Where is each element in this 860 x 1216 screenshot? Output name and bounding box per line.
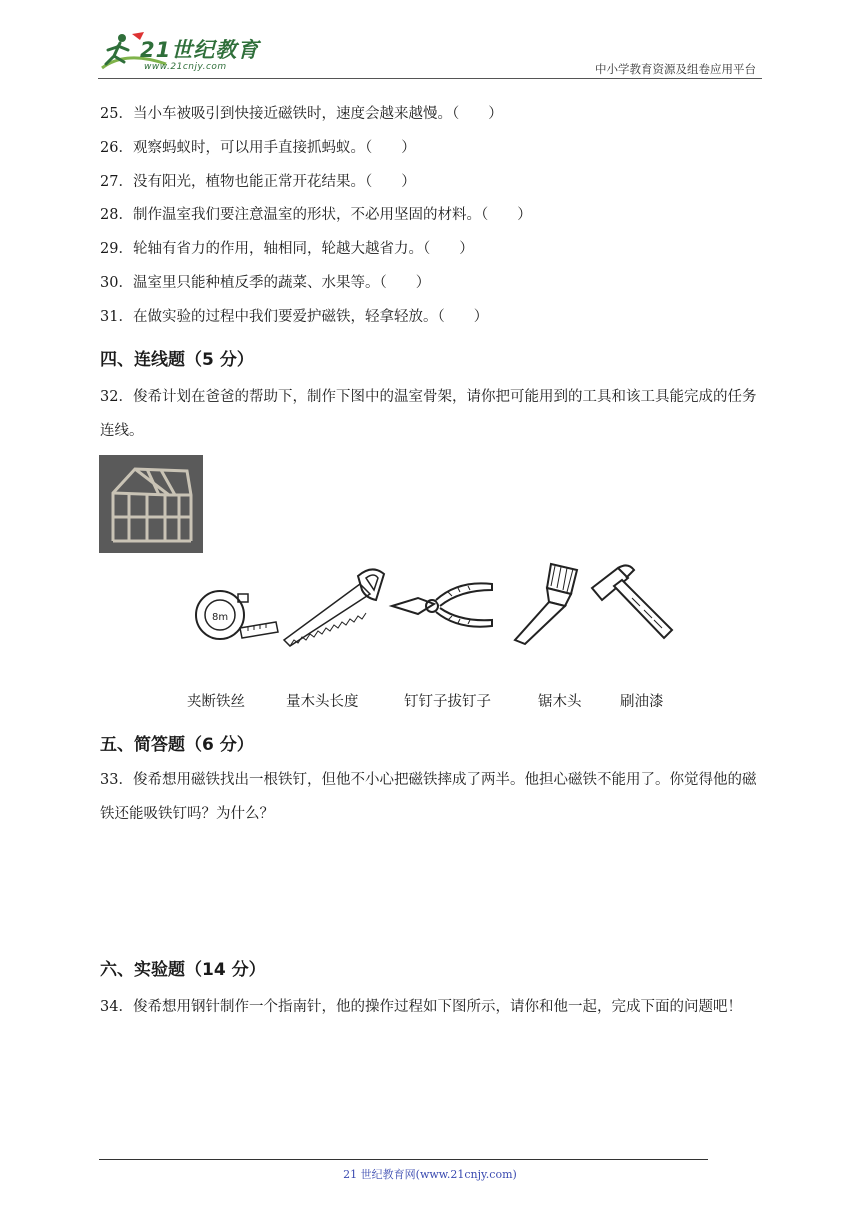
question-30: 30．温室里只能种植反季的蔬菜、水果等。（ ） (100, 275, 431, 291)
task-measure-wood: 量木头长度 (286, 694, 359, 710)
pliers-icon (388, 560, 498, 650)
header-divider (98, 78, 762, 79)
question-28: 28．制作温室我们要注意温室的形状，不必用坚固的材料。（ ） (100, 207, 532, 223)
question-32: 32．俊希计划在爸爸的帮助下，制作下图中的温室骨架，请你把可能用到的工具和该工具能完成的任务连线。 (100, 389, 757, 439)
task-nail: 钉钉子拔钉子 (404, 694, 491, 710)
hammer-icon (588, 560, 678, 650)
saw-icon (280, 560, 390, 650)
task-paint: 刷油漆 (620, 694, 664, 710)
section-5-title: 五、简答题（6 分） (100, 735, 254, 755)
svg-text:8m: 8m (212, 612, 229, 623)
question-29: 29．轮轴有省力的作用，轴相同，轮越大越省力。（ ） (100, 241, 474, 257)
question-26: 26．观察蚂蚁时，可以用手直接抓蚂蚁。（ ） (100, 140, 416, 156)
tape-measure-icon (190, 560, 280, 650)
question-34: 34．俊希想用钢针制作一个指南针，他的操作过程如下图所示，请你和他一起，完成下面的问题吧！ (100, 999, 742, 1015)
task-cut-wire: 夹断铁丝 (187, 694, 245, 710)
header-platform-text: 中小学教育资源及组卷应用平台 (595, 62, 756, 76)
logo-title: 21世纪教育 (140, 38, 260, 62)
task-saw-wood: 锯木头 (538, 694, 582, 710)
question-27: 27．没有阳光，植物也能正常开花结果。（ ） (100, 174, 416, 190)
question-31: 31．在做实验的过程中我们要爱护磁铁，轻拿轻放。（ ） (100, 309, 489, 325)
question-25: 25．当小车被吸引到快接近磁铁时，速度会越来越慢。（ ） (100, 106, 503, 122)
logo-url: www.21cnjy.com (144, 62, 227, 72)
greenhouse-frame-photo (99, 455, 203, 553)
footer-text: 21 世纪教育网(www.21cnjy.com) (343, 1168, 517, 1181)
footer-divider (99, 1159, 708, 1160)
section-6-title: 六、实验题（14 分） (100, 960, 266, 980)
paintbrush-icon (505, 560, 585, 650)
section-4-title: 四、连线题（5 分） (100, 350, 254, 370)
question-33: 33．俊希想用磁铁找出一根铁钉，但他不小心把磁铁摔成了两半。他担心磁铁不能用了。你觉得他的磁铁还能吸铁钉吗？为什么？ (100, 772, 757, 822)
